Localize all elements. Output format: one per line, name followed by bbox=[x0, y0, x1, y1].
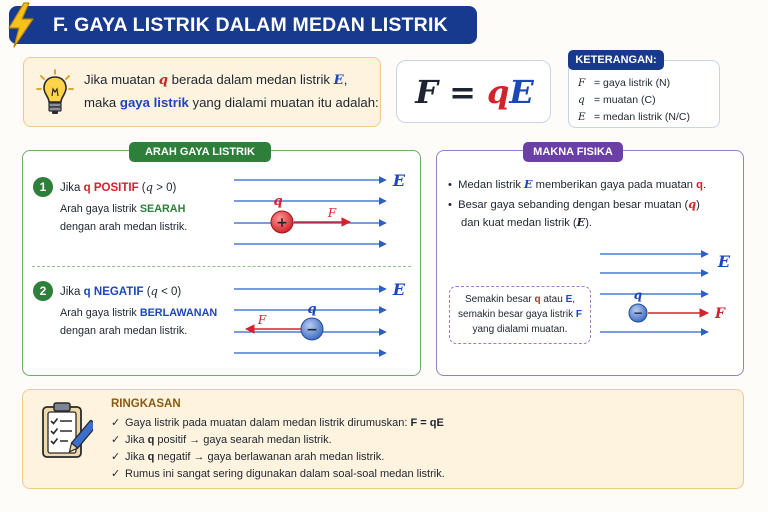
intro-box bbox=[23, 57, 381, 127]
clipboard-checklist-icon bbox=[39, 400, 93, 460]
q-label: q bbox=[307, 302, 317, 317]
legend-row-field: E = medan listrik (N/C) bbox=[578, 111, 690, 123]
case-1-number: 1 bbox=[33, 177, 53, 197]
summary-item: ✓ Rumus ini sangat sering digunakan dalam soal-soal medan listrik. bbox=[111, 468, 445, 480]
legend-row-force: F = gaya listrik (N) bbox=[578, 77, 671, 89]
case-2-title: Jika q NEGATIF (q < 0) bbox=[60, 284, 182, 298]
summary-item: ✓ Jika q positif → gaya searah medan listrik. bbox=[111, 434, 332, 446]
meaning-panel-title: MAKNA FISIKA bbox=[523, 142, 623, 162]
q-label: q bbox=[633, 288, 643, 302]
meaning-bullet-1: • Medan listrik E memberikan gaya pada muatan q. bbox=[448, 177, 707, 191]
case-1-field-diagram bbox=[228, 168, 418, 258]
summary-item: ✓ Gaya listrik pada muatan dalam medan listrik dirumuskan: F = qE bbox=[111, 417, 444, 429]
check-icon: ✓ bbox=[111, 417, 121, 429]
legend-box bbox=[568, 60, 720, 128]
relationship-note: Semakin besar q atau E, semakin besar gaya listrik F yang dialami muatan. bbox=[449, 286, 591, 344]
check-icon: ✓ bbox=[111, 468, 121, 480]
lightning-bolt-icon bbox=[4, 2, 38, 48]
E-label: E bbox=[392, 280, 406, 299]
case-1-title: Jika q POSITIF (q > 0) bbox=[60, 180, 177, 194]
direction-panel-title: ARAH GAYA LISTRIK bbox=[129, 142, 271, 162]
case-2-description: Arah gaya listrik BERLAWANAN dengan arah medan listrik. bbox=[60, 307, 218, 337]
legend-row-charge: q = muatan (C) bbox=[578, 94, 656, 106]
summary-box bbox=[22, 389, 744, 489]
E-label: E bbox=[392, 171, 406, 190]
page-title: F. GAYA LISTRIK DALAM MEDAN LISTRIK bbox=[53, 14, 448, 36]
case-1-description: Arah gaya listrik SEARAH dengan arah medan listrik. bbox=[60, 203, 188, 233]
title-banner bbox=[9, 6, 477, 44]
charge-sign: + bbox=[276, 215, 288, 231]
F-label: F bbox=[327, 206, 337, 220]
case-divider bbox=[32, 266, 411, 267]
meaning-bullet-2-continued: dan kuat medan listrik (E). bbox=[461, 215, 593, 229]
formula-box bbox=[396, 60, 551, 123]
charge-sign: − bbox=[306, 322, 318, 338]
meaning-bullet-2: • Besar gaya sebanding dengan besar muatan (q) bbox=[448, 197, 700, 211]
case-2-number: 2 bbox=[33, 281, 53, 301]
summary-item: ✓ Jika q negatif → gaya berlawanan arah medan listrik. bbox=[111, 451, 385, 463]
legend-title: KETERANGAN: bbox=[568, 50, 664, 70]
q-label: q bbox=[273, 194, 283, 209]
F-label: F bbox=[257, 313, 267, 327]
intro-text: Jika muatan q berada dalam medan listrik E, maka gaya listrik yang dialami muatan itu adalah: bbox=[84, 72, 379, 110]
main-formula: F = qE bbox=[415, 73, 534, 111]
case-2-field-diagram bbox=[228, 277, 418, 367]
check-icon: ✓ bbox=[111, 434, 121, 446]
charge-sign: − bbox=[632, 306, 644, 320]
meaning-field-diagram bbox=[596, 244, 742, 340]
check-icon: ✓ bbox=[111, 451, 121, 463]
E-label: E bbox=[717, 252, 731, 271]
F-label: F bbox=[715, 306, 725, 322]
lightbulb-icon bbox=[36, 69, 74, 117]
summary-title: RINGKASAN bbox=[111, 398, 181, 410]
